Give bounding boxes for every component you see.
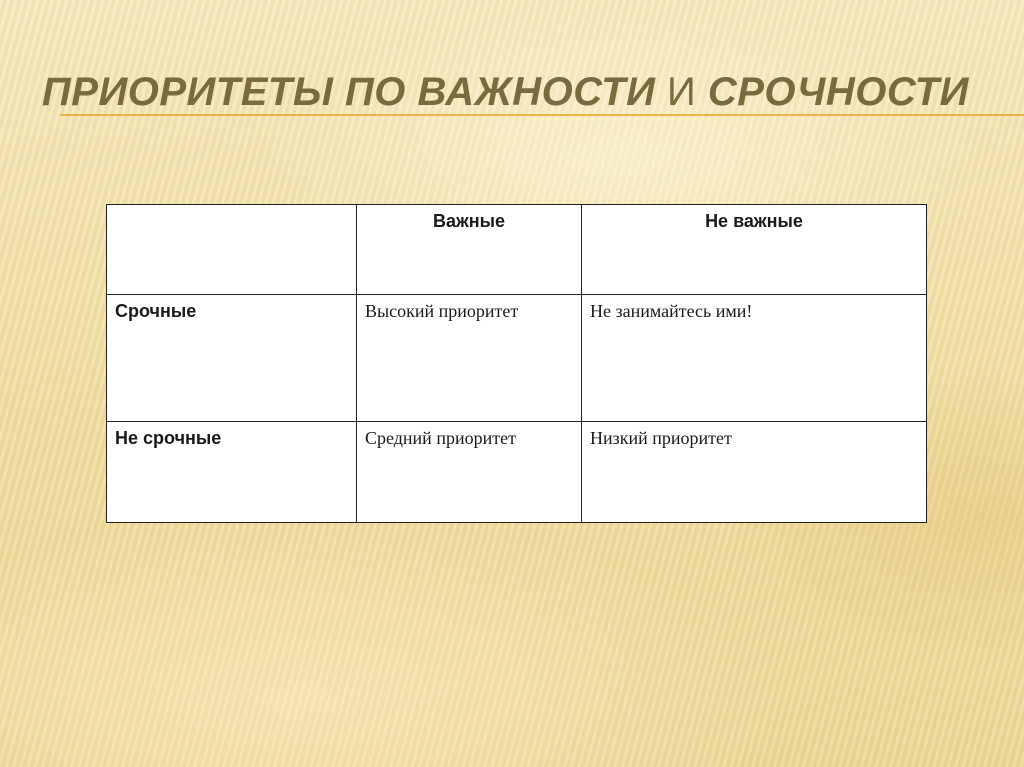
slide-title xyxy=(42,70,969,115)
title-part-urgency: СРОЧНОСТИ xyxy=(707,70,969,114)
cell-low-priority: Низкий приоритет xyxy=(582,422,927,523)
table-row-not-urgent xyxy=(107,422,927,523)
cell-high-priority: Высокий приоритет xyxy=(357,295,582,422)
row-header-urgent: Срочные xyxy=(107,295,357,422)
priority-matrix-table xyxy=(106,204,927,523)
title-underline xyxy=(60,114,1024,116)
column-header-important: Важные xyxy=(357,205,582,295)
table-row-urgent xyxy=(107,295,927,422)
title-part-and: И xyxy=(655,70,708,114)
column-header-not-important: Не важные xyxy=(582,205,927,295)
cell-dont-do: Не занимайтесь ими! xyxy=(582,295,927,422)
table-corner-cell xyxy=(107,205,357,295)
title-part-importance: ПРИОРИТЕТЫ ПО ВАЖНОСТИ xyxy=(42,70,656,114)
table-header-row xyxy=(107,205,927,295)
cell-medium-priority: Средний приоритет xyxy=(357,422,582,523)
row-header-not-urgent: Не срочные xyxy=(107,422,357,523)
